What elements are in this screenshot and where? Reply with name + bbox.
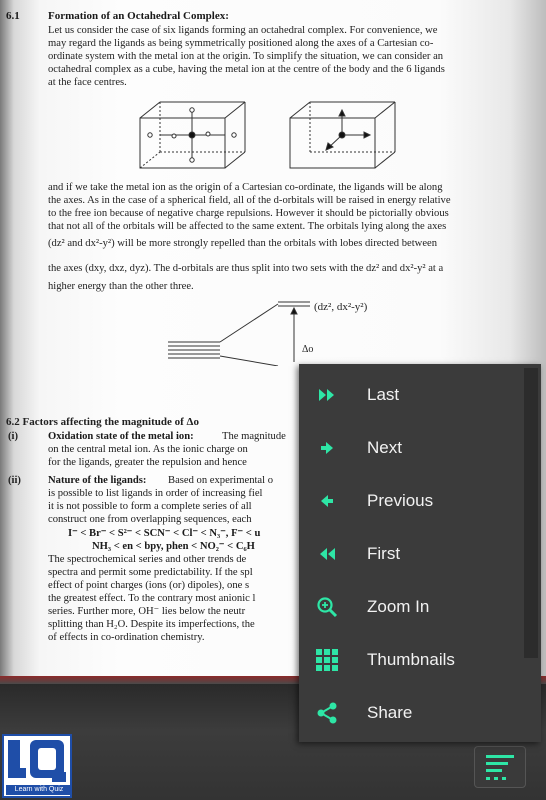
- menu-label: Zoom In: [367, 596, 430, 616]
- cube-right: [290, 102, 395, 168]
- menu-scrollbar[interactable]: [524, 368, 538, 658]
- text-line: Based on experimental o: [168, 475, 274, 486]
- learn-with-quiz-logo: [2, 734, 72, 798]
- text-line: for the ligands, greater the repulsion and hence: [48, 457, 247, 468]
- menu-label: Thumbnails: [367, 649, 455, 669]
- grid-icon: [313, 646, 341, 674]
- cube-left: [140, 102, 245, 168]
- spectrochemical-series-line-1: I⁻ < Br⁻ < S²⁻ < SCN⁻ < Cl⁻ < N₃⁻, F⁻ < u: [68, 528, 261, 539]
- text-line: of effects in co-ordination chemistry.: [48, 632, 205, 643]
- text-line: octahedral complex as a cube, having the metal ion at the centre of the body and the 6 ligands: [48, 64, 445, 75]
- text-line: construct one from overlapping sequences, each: [48, 514, 252, 525]
- text-line: is possible to list ligands in order of increasing fiel: [48, 488, 263, 499]
- text-line: series. Further more, OH⁻ lies below the neutr: [48, 606, 246, 617]
- zoom-in-icon: [313, 593, 341, 621]
- text-line: The spectrochemical series and other trends de: [48, 554, 247, 565]
- menu-label: Last: [367, 384, 400, 404]
- menu-item-first[interactable]: [299, 527, 524, 580]
- octahedral-cube-diagrams: [130, 96, 400, 176]
- text-line: (dz² and dx²-y²) will be more strongly repelled than the orbitals with lobes directed between: [48, 238, 438, 249]
- arrow-right-icon: [313, 434, 341, 462]
- section-number: 6.1: [6, 10, 20, 22]
- text-line: and if we take the metal ion as the origin of a Cartesian co-ordinate, the ligands will be along: [48, 182, 443, 193]
- item-1-heading: Oxidation state of the metal ion:: [48, 431, 194, 442]
- text-line: Let us consider the case of six ligands forming an octahedral complex. For convenience, we: [48, 25, 438, 36]
- text-line: splitting than H₂O. Despite its imperfections, the: [48, 619, 255, 630]
- text-line: The magnitude: [222, 431, 286, 442]
- text-line: may regard the ligands as being symmetrically positioned along the axes of a Cartesian co-: [48, 38, 434, 49]
- double-chevron-right-icon: [313, 381, 341, 409]
- text-line: to the free ion because of negative charge repulsions. However it should be pictorially obvious: [48, 208, 449, 219]
- text-line: it is not possible to form a complete series of all: [48, 501, 252, 512]
- text-line: the axes (dxy, dxz, dyz). The d-orbitals are thus split into two sets with the dz² and dx²-y² at a: [48, 263, 444, 274]
- section-2-title: 6.2 Factors affecting the magnitude of Δo: [6, 416, 199, 428]
- text-line: higher energy than the other three.: [48, 281, 194, 292]
- menu-item-share[interactable]: [299, 686, 524, 739]
- text-line: on the central metal ion. As the ionic charge on: [48, 444, 248, 455]
- menu-label: Next: [367, 437, 402, 457]
- text-line: that not all of the orbitals will be affected to the same extent. The orbitals lying along the axes: [48, 221, 447, 232]
- text-line: the axes. As in the case of a spherical field, all of the d-orbitals will be raised in energy relative: [48, 195, 451, 206]
- menu-toggle-button[interactable]: [474, 746, 526, 788]
- navigation-popup-menu: [299, 364, 541, 742]
- text-line: effect of point charges (ions (or) dipoles), one s: [48, 580, 250, 591]
- section-title: Formation of an Octahedral Complex:: [48, 10, 229, 22]
- text-line: spectra and permit some predictability. If the spl: [48, 567, 253, 578]
- spectrochemical-series-line-2: NH₃ < en < bpy, phen < NO₂⁻ < C₆H: [92, 541, 255, 552]
- item-1-number: (i): [8, 431, 18, 442]
- menu-item-thumbnails[interactable]: [299, 633, 524, 686]
- item-2-number: (ii): [8, 475, 21, 486]
- text-line: the greatest effect. To the contrary most anionic l: [48, 593, 256, 604]
- menu-label: Previous: [367, 490, 434, 510]
- arrow-left-icon: [313, 487, 341, 515]
- menu-item-previous[interactable]: [299, 474, 524, 527]
- text-line: ordinate system with the metal ion at the origin. To simplify the situation, we can consider an: [48, 51, 444, 62]
- menu-lines-icon: [474, 746, 526, 788]
- menu-label: First: [367, 543, 401, 563]
- menu-label: Share: [367, 702, 413, 722]
- menu-item-zoom-in[interactable]: [299, 580, 524, 633]
- eg-orbitals-label: (dz², dx²-y²): [314, 301, 368, 313]
- text-line: at the face centres.: [48, 77, 127, 88]
- double-chevron-left-icon: [313, 540, 341, 568]
- menu-item-next[interactable]: [299, 421, 524, 474]
- delta-o-label: Δo: [302, 344, 314, 355]
- item-2-heading: Nature of the ligands:: [48, 475, 147, 486]
- menu-item-last[interactable]: [299, 368, 524, 421]
- lq-logo-mark: [4, 736, 70, 786]
- logo-caption: Learn with Quiz: [6, 785, 72, 795]
- share-icon: [313, 699, 341, 727]
